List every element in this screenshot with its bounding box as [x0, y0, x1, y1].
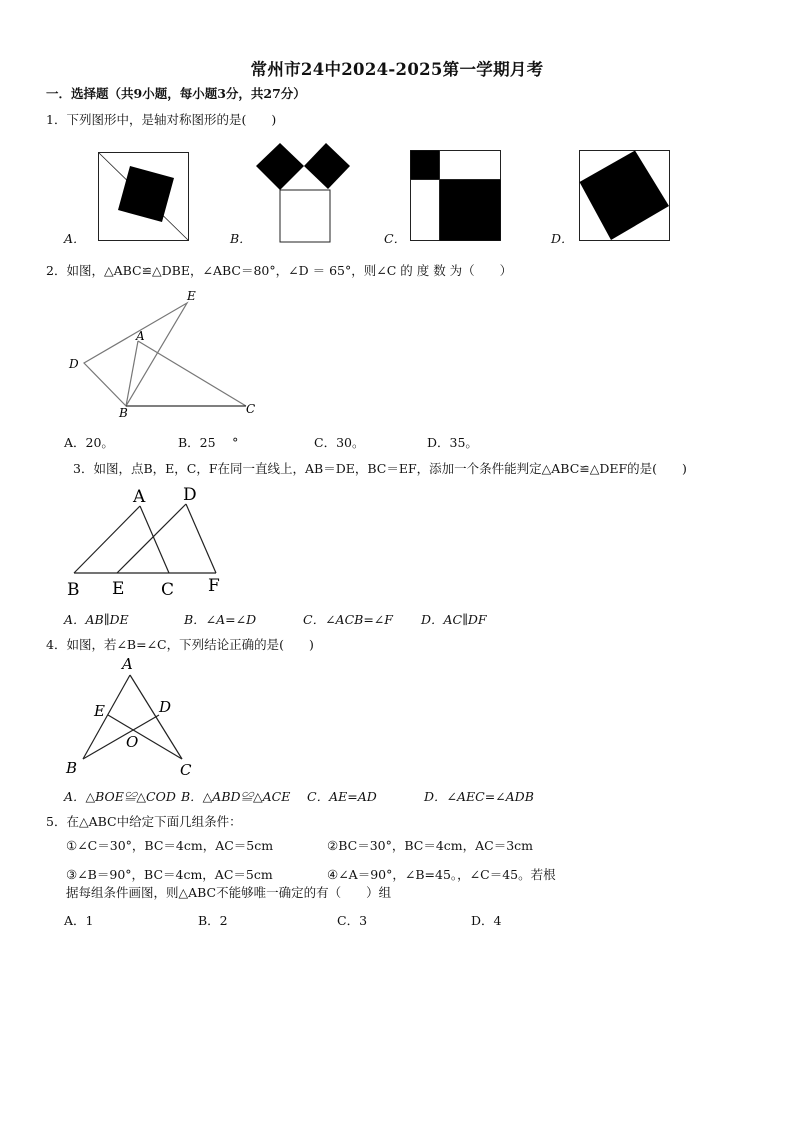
q1-figure-c [410, 150, 502, 242]
q4-label-b: B [66, 759, 78, 777]
q2-label-a: A [136, 329, 145, 343]
q1-figure-b [256, 143, 352, 243]
q2-option-a[interactable]: A．20。 [64, 435, 114, 450]
q2-option-b[interactable]: B．25 ° [178, 435, 239, 450]
section-heading: 一．选择题（共9小题，每小题3分，共27分） [46, 86, 306, 101]
question-4-stem: 4．如图，若∠B=∠C，下列结论正确的是( ) [46, 637, 314, 652]
q5-condition-3: ③∠B＝90°，BC＝4cm，AC＝5cm [66, 867, 273, 882]
q3-option-b[interactable]: B．∠A=∠D [184, 612, 257, 627]
q3-option-a[interactable]: A．AB∥DE [64, 612, 129, 627]
question-3-stem: 3．如图，点B，E，C，F在同一直线上，AB＝DE，BC＝EF，添加一个条件能判定△ABC≌△DEF的是( ) [73, 461, 687, 476]
q1-figure-d [579, 150, 671, 242]
q2-option-d[interactable]: D．35。 [427, 435, 478, 450]
q2-label-d: D [69, 357, 79, 371]
question-2-stem: 2．如图，△ABC≌△DBE，∠ABC＝80°，∠D ＝ 65°，则∠C 的 度 数 为（ ） [46, 263, 513, 278]
q4-label-e: E [94, 702, 105, 720]
q4-label-a: A [122, 655, 133, 673]
q1-option-b[interactable]: B． [230, 231, 252, 246]
q2-option-c[interactable]: C．30。 [314, 435, 365, 450]
q5-stem-end: 据每组条件画图，则△ABC不能够唯一确定的有（ ）组 [66, 885, 392, 900]
q4-option-b[interactable]: B．△ABD≌△ACE [181, 789, 291, 804]
q4-option-d[interactable]: D．∠AEC=∠ADB [424, 789, 534, 804]
q4-label-c: C [180, 761, 192, 779]
q5-option-d[interactable]: D．4 [471, 913, 502, 928]
q2-label-c: C [246, 402, 256, 416]
q1-figure-a [98, 152, 190, 244]
q5-option-b[interactable]: B．2 [198, 913, 228, 928]
q4-option-a[interactable]: A．△BOE≌△COD [64, 789, 176, 804]
q3-option-d[interactable]: D．AC∥DF [421, 612, 487, 627]
q5-condition-4: ④∠A＝90°，∠B=45。，∠C＝45。若根 [327, 867, 556, 882]
page-title: 常州市24中2024-2025第一学期月考 [250, 60, 544, 79]
q3-label-b: B [67, 580, 80, 600]
question-1-stem: 1．下列图形中，是轴对称图形的是( ) [46, 112, 277, 127]
q1-option-a[interactable]: A． [64, 231, 86, 246]
q4-figure [62, 655, 202, 780]
q5-condition-2: ②BC＝30°，BC＝4cm，AC＝3cm [327, 838, 534, 853]
q4-option-c[interactable]: C．AE=AD [307, 789, 377, 804]
q1-option-c[interactable]: C． [384, 231, 407, 246]
q5-option-a[interactable]: A．1 [64, 913, 94, 928]
q4-label-d: D [159, 698, 172, 716]
q3-option-c[interactable]: C．∠ACB=∠F [303, 612, 393, 627]
q3-label-a: A [133, 487, 146, 507]
q3-label-c: C [161, 580, 175, 600]
q5-option-c[interactable]: C．3 [337, 913, 368, 928]
q3-label-d: D [183, 485, 197, 505]
q2-label-b: B [119, 406, 128, 420]
q1-option-d[interactable]: D． [551, 231, 574, 246]
q3-figure [62, 482, 232, 600]
q3-label-f: F [208, 576, 220, 596]
q3-label-e: E [112, 579, 125, 599]
q2-figure [60, 285, 270, 425]
q4-label-o: O [126, 733, 139, 751]
question-5-stem: 5．在△ABC中给定下面几组条件： [46, 814, 242, 829]
q5-condition-1: ①∠C＝30°，BC＝4cm，AC＝5cm [66, 838, 274, 853]
q2-label-e: E [187, 289, 196, 303]
